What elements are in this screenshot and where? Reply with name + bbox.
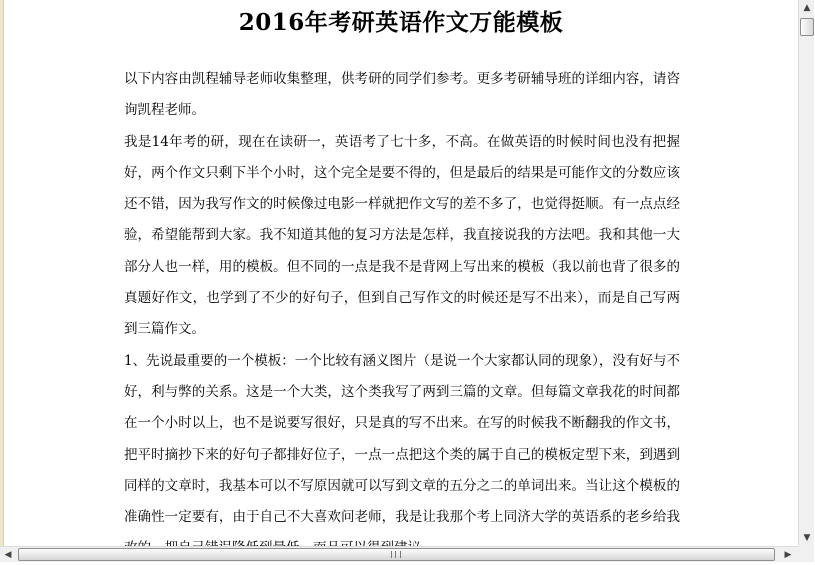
horizontal-scrollbar[interactable] [0, 546, 798, 562]
vertical-scrollbar[interactable] [798, 0, 814, 546]
scroll-up-arrow-icon[interactable]: ▲ [803, 3, 811, 13]
scroll-left-arrow-icon[interactable]: ◀ [4, 550, 12, 560]
document-title: 2016年考研英语作文万能模板 [238, 9, 564, 36]
vertical-scroll-thumb[interactable] [800, 18, 814, 36]
scroll-right-arrow-icon[interactable]: ▶ [784, 550, 792, 560]
paragraph-intro: 以下内容由凯程辅导老师收集整理，供考研的同学们参考。更多考研辅导班的详细内容，请咨询凯程老师。 [124, 71, 680, 119]
grip-icon [391, 551, 401, 558]
paragraph-experience: 我是14年考的研，现在在读研一，英语考了七十多，不高。在做英语的时候时间也没有把握好，两个作文只剩下半个小时，这个完全是要不得的，但是最后的结果是可能作文的分数应该还不错，因为我写作文的时候像过电影一样就把作文写的差不多了，也觉得挺顺。有一点点经验，希望能帮到大家。我不知道其他的复习方法是怎样，我直接说我的方法吧。我和其他一大部分人也一样，用的模板。但不同的一点是我不是背网上写出来的模板（我以前也背了很多的真题好作文，也学到了不少的好句子，但到自己写作文的时候还是写不出来），而是自己写两到三篇作文。 [124, 133, 680, 338]
horizontal-scroll-thumb[interactable] [18, 548, 775, 561]
scrollbar-corner [798, 546, 814, 562]
paragraph-template-1: 1、先说最重要的一个模板：一个比较有涵义图片（是说一个大家都认同的现象），没有好与不好，利与弊的关系。这是一个大类，这个类我写了两到三篇的文章。但每篇文章我花的时间都在一个小时以上，也不是说要写很好，只是真的写不出来。在写的时候我不断翻我的作文书，把平时摘抄下来的好句子都排好位子，一点一点把这个类的属于自己的模板定型下来，到遇到同样的文章时，我基本可以不写原因就可以写到文章的五分之二的单词出来。当让这个模板的准确性一定要有，由于自己不大喜欢问老师，我是让我那个考上同济大学的英语系的老乡给我 [124, 352, 680, 526]
document-body [124, 64, 680, 565]
scroll-down-arrow-icon[interactable]: ▼ [803, 533, 811, 543]
document-viewport [4, 0, 798, 546]
